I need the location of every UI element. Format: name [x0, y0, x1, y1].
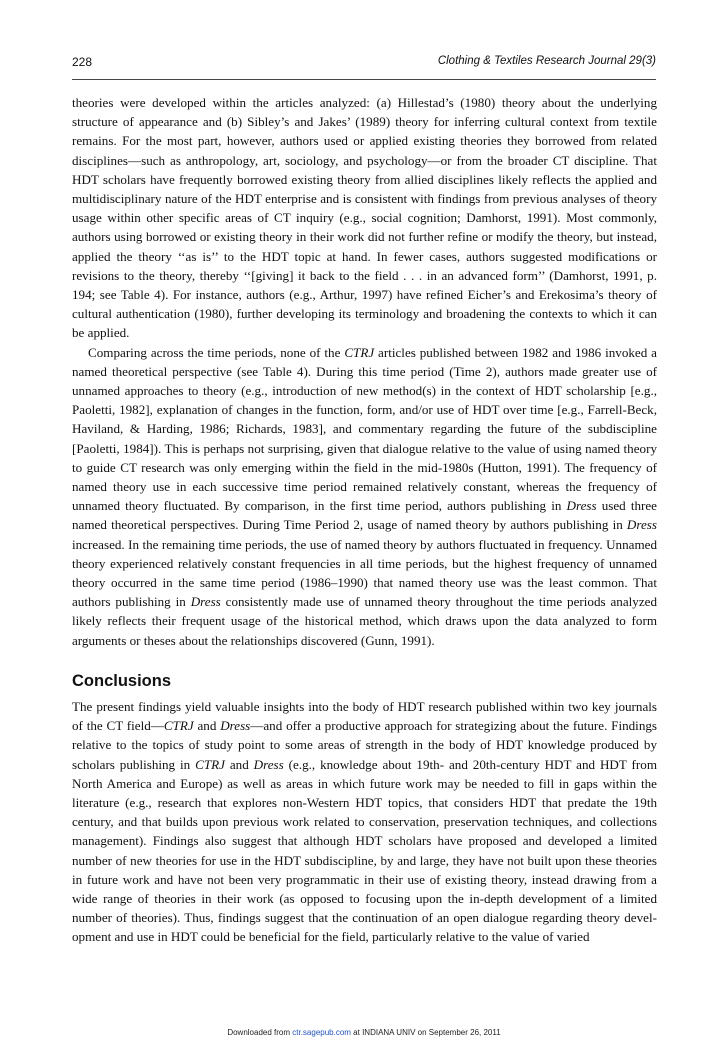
text-run: —and offer a productive approach for strategizing about the future. Findings relative to the topics of study point to some areas of strength in the body of HDT knowledge produced by scholars publishing in [72, 718, 658, 772]
journal-name-dress: Dress [190, 594, 221, 610]
article-body [72, 93, 657, 947]
download-footer [0, 1028, 728, 1037]
text-run: Comparing across the time periods, none of the [88, 344, 345, 360]
journal-name-dress: Dress [220, 718, 251, 734]
journal-name-ctrj: CTRJ [344, 344, 375, 360]
text-run: and [193, 718, 221, 734]
footer-prefix: Downloaded from [227, 1028, 293, 1037]
text-run: articles published between 1982 and 1986 invoked a named theoretical perspective (see Table 4). During this time period (Time 2), authors made greater use of unnamed approaches to theory (e.g., introduction of new method(s) in the context of HDT scholarship [e.g., Paoletti, 1982], explanation of changes in the function, form, and/or use of HDT over time [e.g., Farrell-Beck, Haviland, & Harding, 1986; Richards, 1983], and commentary regarding the future of the subdiscipline [Paoletti, 1984]). This is perhaps not surprising, given that dialogue relative to the value of using named theory to guide CT research was only emerging within the field in the mid-1980s (Hutton, 1991). The frequency of named theory use in each successive time period remained relatively constant, whereas the frequency of unnamed theory fluctuated. By comparison, in the first time period, authors publishing in [72, 344, 657, 514]
text-run: (e.g., knowledge about 19th- and 20th-century HDT and HDT from North America and Europe) as well as areas in which future work may be needed to fill in gaps within the literature (e.g., research that explores non-Western HDT topics, that considers HDT that predate the 19th century, and that builds upon previous work related to conservation, preservation techniques, and collections management). Findings also suggest that although HDT scholars have proposed and developed a limited number of new theories for use in the HDT subdiscipline, by and large, they have not built upon these theories in future work and have not been very programmatic in their use of existing theory, instead drawing from a wide range of theories in their work (as opposed to focusing upon the in-depth development of a limited number of theories). Thus, findings suggest that the continuation of an open dialogue regarding theory development and use in HDT could be beneficial for the field, particularly relative to the value of varied [72, 756, 658, 945]
journal-title: Clothing & Textiles Research Journal 29(3) [437, 55, 656, 67]
journal-name-ctrj: CTRJ [163, 718, 194, 734]
text-run: and [224, 756, 254, 772]
paragraph-theory-usage: theories were developed within the articles analyzed: (a) Hillestad’s (1980) theory about the underlying structure of appearance and (b) Sibley’s and Jakes’ (1989) theory for inferring cultural context from textile remains. For the most part, however, authors used or applied existing theories they borrowed from related disciplines—such as anthropology, art, sociology, and psychology—or from the broader CT discipline. That HDT scholars have frequently borrowed existing theory from allied disciplines likely reflects the applied and multidisciplinary nature of the HDT enterprise and is consistent with findings from previous analyses of theory usage within other specific areas of CT inquiry (e.g., social cognition; Damhorst, 1991). Most commonly, authors using borrowed or existing theory in their work did not further refine or modify the theory, but instead, applied the theory ‘‘as is’’ to the HDT topic at hand. In fewer cases, authors suggested modifications or revisions to the theory, thereby ‘‘[giving] it back to the field . . . in an advanced form’’ (Damhorst, 1991, p. 194; see Table 4). For instance, authors (e.g., Arthur, 1997) have refined Eicher’s and Erekosima’s theory of cultural authentication (1980), further developing its terminology and broadening the contexts to which it can be applied. [72, 95, 657, 341]
paragraph-time-periods [72, 343, 657, 650]
running-head [72, 51, 656, 71]
paragraph-conclusions [72, 697, 657, 947]
text-run: used three named theoretical perspectives. During Time Period 2, usage of named theory by authors publishing in [72, 498, 657, 533]
header-rule [72, 79, 656, 80]
page-number: 228 [72, 55, 93, 69]
journal-name-dress: Dress [253, 756, 284, 772]
section-heading-conclusions: Conclusions [72, 671, 172, 690]
journal-name-dress: Dress [626, 517, 657, 533]
text-run: increased. In the remaining time periods, the use of named theory by authors fluctuated in frequency. Unnamed theory experienced relatively constant frequencies in all time periods, but the highest frequency of unnamed theory occurred in the same time period (1986–1990) that named theory use was the least common. That authors publishing in [72, 536, 657, 610]
journal-name-dress: Dress [566, 498, 597, 514]
footer-link[interactable]: ctr.sagepub.com [292, 1028, 351, 1037]
text-run: The present findings yield valuable insights into the body of HDT research published within two key journals of the CT field— [72, 698, 657, 734]
footer-suffix: at INDIANA UNIV on September 26, 2011 [350, 1028, 501, 1037]
journal-name-ctrj: CTRJ [195, 756, 225, 772]
text-run: consistently made use of unnamed theory throughout the time periods analyzed likely reflects their frequent usage of the historical method, which draws upon the data analyzed to form arguments or theses about the relationships discovered (Gunn, 1991). [72, 594, 658, 648]
